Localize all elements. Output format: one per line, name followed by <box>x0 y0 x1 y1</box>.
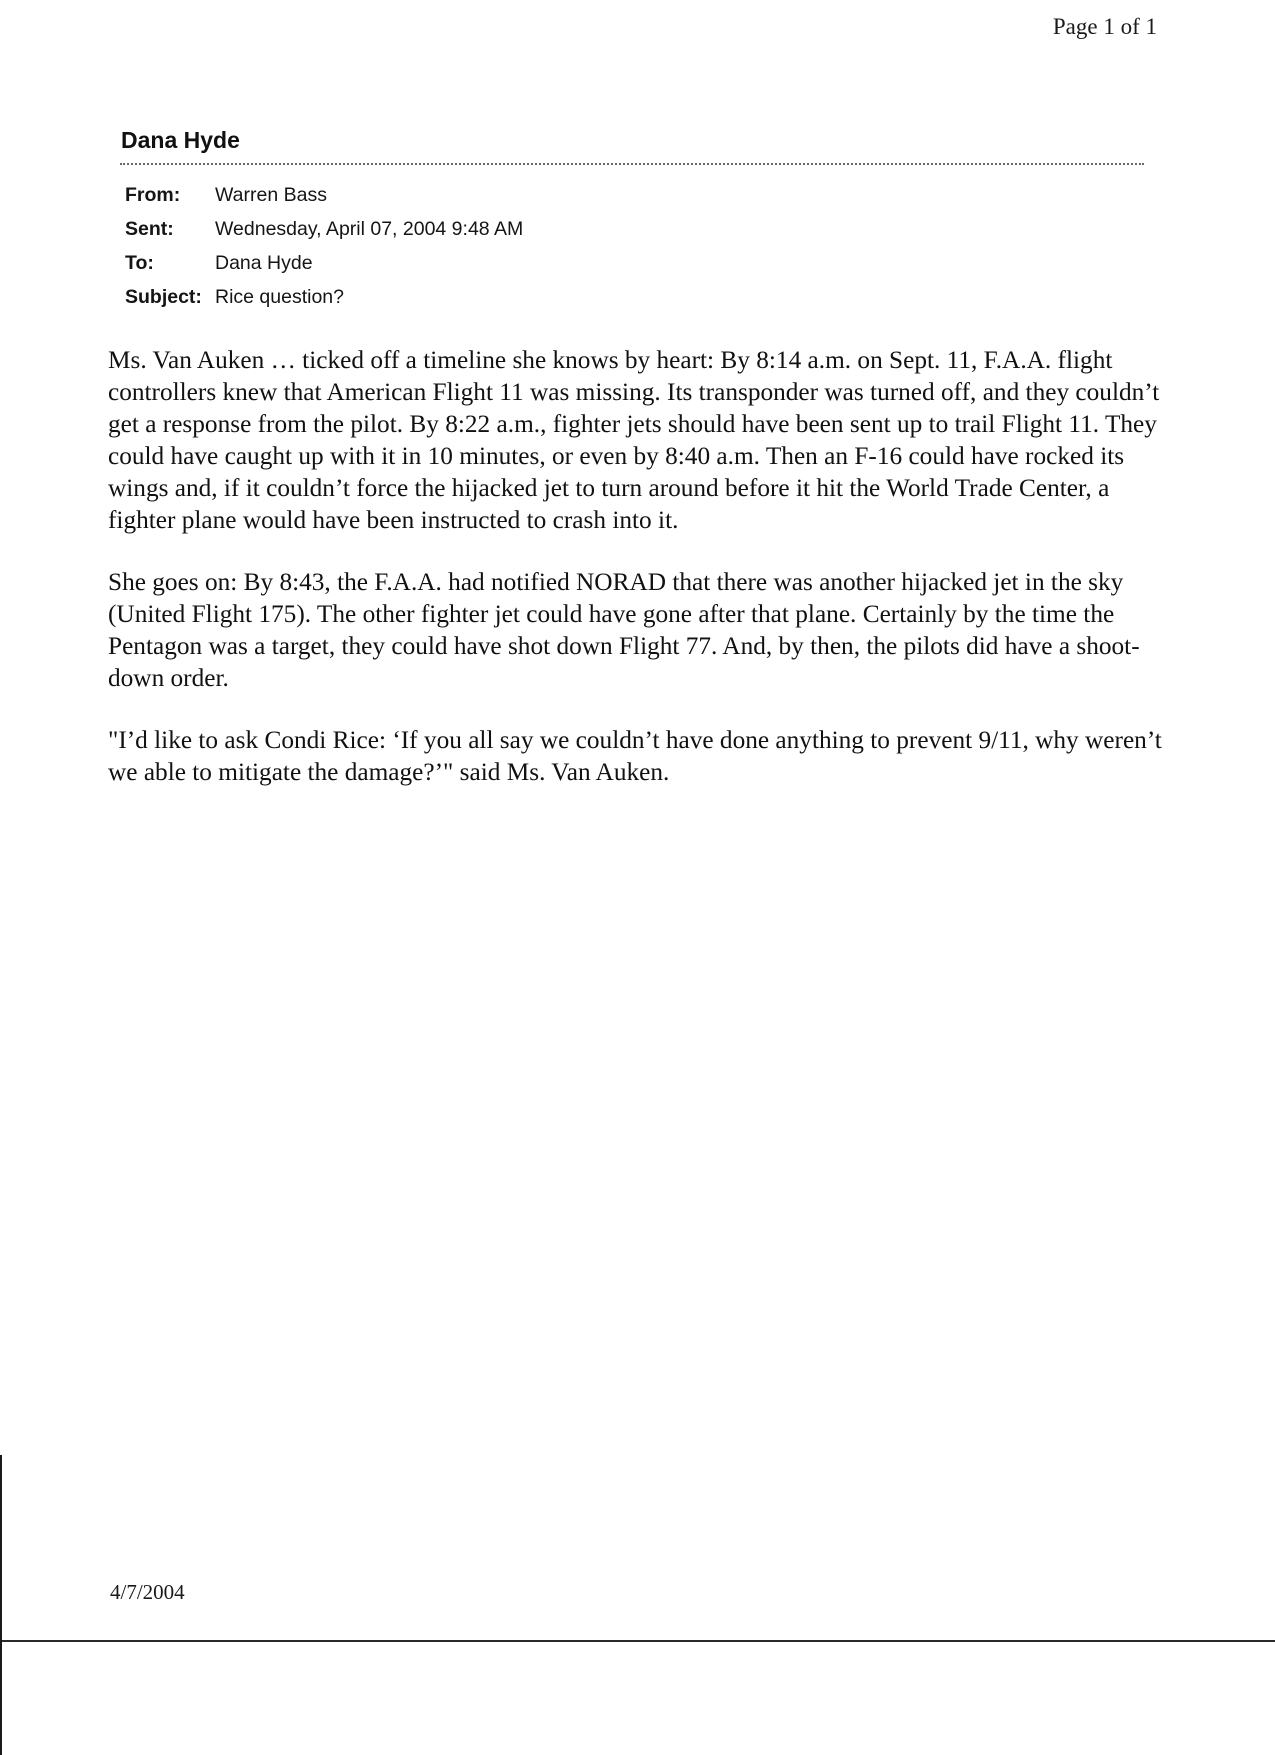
sent-value: Wednesday, April 07, 2004 9:48 AM <box>215 218 524 240</box>
mailbox-owner-name: Dana Hyde <box>121 127 240 153</box>
from-row <box>125 184 523 218</box>
to-row <box>125 252 523 286</box>
subject-value: Rice question? <box>215 286 344 308</box>
email-body <box>108 344 1168 818</box>
print-date: 4/7/2004 <box>110 1580 185 1604</box>
sent-label: Sent: <box>125 218 174 240</box>
to-value: Dana Hyde <box>215 252 313 274</box>
subject-label: Subject: <box>125 286 202 308</box>
body-paragraph-3: "I’d like to ask Condi Rice: ‘If you all say we couldn’t have done anything to prevent 9/11, why weren’t we able to mitigate the damage?’" said Ms. Van Auken. <box>108 726 1162 786</box>
from-label: From: <box>125 184 181 206</box>
page-number-label: Page 1 of 1 <box>1052 14 1157 39</box>
scan-edge-mark <box>0 1455 2 1755</box>
header-divider <box>120 163 1144 165</box>
body-paragraph-1: Ms. Van Auken … ticked off a timeline she knows by heart: By 8:14 a.m. on Sept. 11, F.A.A. flight controllers knew that American Flight 11 was missing. Its transponder was turned off, and they couldn’t get a response from the pilot. By 8:22 a.m., fighter jets should have been sent up to trail Flight 11. They could have caught up with it in 10 minutes, or even by 8:40 a.m. Then an F-16 could have rocked its wings and, if it couldn’t force the hijacked jet to turn around before it hit the World Trade Center, a fighter plane would have been instructed to crash into it. <box>108 346 1160 534</box>
body-paragraph-2: She goes on: By 8:43, the F.A.A. had notified NORAD that there was another hijacked jet in the sky (United Flight 175). The other fighter jet could have gone after that plane. Certainly by the time the Pentagon was a target, they could have shot down Flight 77. And, by then, the pilots did have a shoot-down order. <box>108 568 1140 692</box>
to-label: To: <box>125 252 154 274</box>
from-value: Warren Bass <box>215 184 327 206</box>
email-header <box>125 184 523 320</box>
sent-row <box>125 218 523 252</box>
footer-divider <box>0 1640 1275 1642</box>
subject-row <box>125 286 523 320</box>
